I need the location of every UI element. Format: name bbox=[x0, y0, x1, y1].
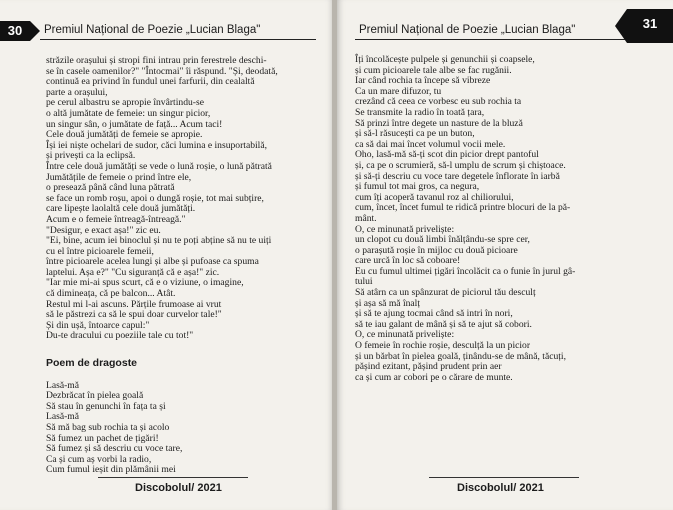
text-line: Acum e o femeie întreagă-întreagă." bbox=[46, 213, 186, 225]
text-line: și un bărbat în pielea goală, ținându-se de mână, tăcuți, bbox=[355, 350, 566, 362]
text-line: un clopot cu două limbi înălțându-se spre cer, bbox=[355, 234, 530, 246]
text-line: se în casele oamenilor?" "Întocmai" îi răspund. "Și, deodată, bbox=[46, 65, 278, 77]
text-line: și cum picioarele tale albe se fac rugănii. bbox=[355, 64, 512, 76]
page-number: 31 bbox=[627, 9, 673, 43]
text-line: Își iei niște ochelari de sudor, căci lumina e insuportabilă, bbox=[46, 139, 268, 151]
text-line: Du-te dracului cu poeziile tale cu tot!" bbox=[46, 330, 194, 342]
text-line: un singur sân, o jumătate de față... Acum taci! bbox=[46, 118, 223, 130]
header-title: Premiul Național de Poezie „Lucian Blaga" bbox=[44, 24, 261, 36]
poem-title: Poem de dragoste bbox=[46, 357, 138, 370]
text-line: "Desigur, e exact așa!" zic eu. bbox=[46, 224, 161, 236]
text-line: Lasă-mă bbox=[46, 411, 80, 423]
right-page bbox=[337, 0, 673, 510]
text-line: Restul mi l-ai ascuns. Părțile frumoase ai vrut bbox=[46, 298, 222, 310]
right-page-body bbox=[355, 55, 637, 383]
text-line: că dimineața, că pe balcon... Atât. bbox=[46, 288, 176, 300]
poem-text bbox=[46, 381, 308, 476]
text-line: Oho, lasă-mă să-ți scot din picior drept pantoful bbox=[355, 149, 539, 161]
text-line: o presează până când luna pătrată bbox=[46, 182, 175, 194]
text-line: să le păstrezi ca să le spui doar curvelor tale!" bbox=[46, 309, 222, 321]
text-line: Să atârn ca un spânzurat de piciorul tău desculț bbox=[355, 287, 536, 299]
text-line: "Ei, bine, acum iei binoclul și nu te poți abține să nu te uiți bbox=[46, 235, 272, 247]
text-line: Cum fumul ieșit din plămânii mei bbox=[46, 464, 176, 476]
text-line: Și din ușă, întoarce capul:" bbox=[46, 319, 150, 331]
text-line: pe cerul albastru se apropie învârtindu-se bbox=[46, 97, 204, 109]
text-line: și să-ți descriu cu voce tare degetele înflorate în iarbă bbox=[355, 170, 560, 182]
text-line: O, ce minunată priveliște: bbox=[355, 329, 455, 341]
text-line: laptelui. Așa e?" "Cu siguranță că e așa!" zic. bbox=[46, 266, 220, 278]
text-line: mânt. bbox=[355, 212, 377, 224]
text-line: O femeie în rochie roșie, desculță la un picior bbox=[355, 340, 531, 352]
text-line: Să mă bag sub rochia ta și acolo bbox=[46, 422, 170, 433]
text-line: Îți încolăcește pulpele și genunchii și coapsele, bbox=[355, 54, 535, 65]
text-line: Cele două jumătăți de femeie se apropie. bbox=[46, 129, 203, 141]
header-rule bbox=[355, 39, 625, 40]
text-line: și să-l răsucești ca pe un buton, bbox=[355, 128, 475, 140]
text-line: și așa să mă înalț bbox=[355, 297, 421, 309]
text-line: Se transmite la radio în toată țara, bbox=[355, 106, 485, 118]
footer-rule bbox=[429, 477, 579, 478]
header-rule bbox=[40, 39, 316, 40]
text-line: cu el între picioarele femeii, bbox=[46, 245, 154, 257]
text-line: se face un romb roșu, apoi o dungă roșie, tot mai subțire, bbox=[46, 192, 264, 204]
footer-rule bbox=[98, 477, 248, 478]
text-line: și, ca pe o scrumieră, să-l umplu de scrum și chiștoace. bbox=[355, 159, 566, 171]
text-line: și fumul tot mai gros, ca negura, bbox=[355, 181, 480, 193]
text-line: tului bbox=[355, 276, 373, 288]
text-line: și să te ajung tocmai când să intri în nori, bbox=[355, 308, 513, 320]
text-line: O, ce minunată priveliște: bbox=[355, 223, 455, 235]
left-page-body bbox=[46, 56, 308, 476]
prose-poem-text bbox=[46, 56, 308, 342]
text-line: Jumătățile de femeie o prind între ele, bbox=[46, 171, 192, 183]
text-line: Să stau în genunchi în fața ta și bbox=[46, 400, 166, 412]
text-line: "Iar mie mi-ai spus scurt, că e o viziune, o imagine, bbox=[46, 277, 244, 289]
text-line: continuă ea privind în fundul unei farfurii, din cealaltă bbox=[46, 76, 255, 88]
text-line: să te iau galant de mână și să te ajut să cobori. bbox=[355, 318, 532, 330]
text-line: cum îți acoperă tavanul roz al chiliorului, bbox=[355, 191, 514, 203]
text-line: străzile orașului și stropi fini intrau prin ferestrele deschi- bbox=[46, 55, 267, 66]
text-line: Ca și cum aș vorbi la radio, bbox=[46, 453, 152, 465]
text-line: o altă jumătate de femeie: un singur picior, bbox=[46, 107, 211, 119]
text-line: o parașută roșie în mijloc cu două picioare bbox=[355, 244, 518, 256]
text-line: și privești ca la eclipsă. bbox=[46, 150, 136, 162]
text-line: Să fumez un pachet de țigări! bbox=[46, 432, 159, 444]
text-line: Lasă-mă bbox=[46, 379, 80, 391]
footer: Discobolul/ 2021 bbox=[457, 482, 544, 494]
right-page-header bbox=[337, 16, 673, 41]
footer: Discobolul/ 2021 bbox=[135, 482, 222, 494]
text-line: Să fumez și să descriu cu voce tare, bbox=[46, 443, 183, 455]
text-line: care lipește laolaltă cele două jumătăți. bbox=[46, 203, 196, 215]
poem-text bbox=[355, 55, 637, 383]
text-line: pășind ezitant, pășind prudent prin aer bbox=[355, 361, 502, 373]
text-line: între picioarele acelea lungi și albe și pufoase ca spuma bbox=[46, 256, 259, 268]
header-title: Premiul Național de Poezie „Lucian Blaga" bbox=[359, 24, 576, 36]
text-line: Eu cu fumul ultimei țigări încolăcit ca o funie în jurul gâ- bbox=[355, 265, 576, 277]
text-line: Între cele două jumătăți se vede o lună roșie, o lună pătrată bbox=[46, 160, 272, 172]
text-line: cum, încet, încet fumul te ridică printre blocuri de la pă- bbox=[355, 202, 571, 214]
text-line: Ca un mare difuzor, tu bbox=[355, 85, 442, 97]
text-line: ca să dai mai încet volumul vocii mele. bbox=[355, 138, 506, 150]
text-line: crezând că ceea ce vorbesc eu sub rochia ta bbox=[355, 96, 522, 108]
text-line: ca și cum ar cobori pe o cărare de munte. bbox=[355, 371, 513, 383]
text-line: Dezbrăcat în pielea goală bbox=[46, 390, 144, 402]
left-page bbox=[0, 0, 334, 510]
text-line: Iar când rochia ta începe să vibreze bbox=[355, 75, 491, 87]
text-line: care urcă în loc să coboare! bbox=[355, 255, 461, 267]
text-line: parte a orașului, bbox=[46, 86, 108, 98]
text-line: Să prinzi între degete un nasture de la bluză bbox=[355, 117, 523, 129]
left-page-header bbox=[0, 21, 334, 41]
page-number: 30 bbox=[0, 21, 30, 41]
